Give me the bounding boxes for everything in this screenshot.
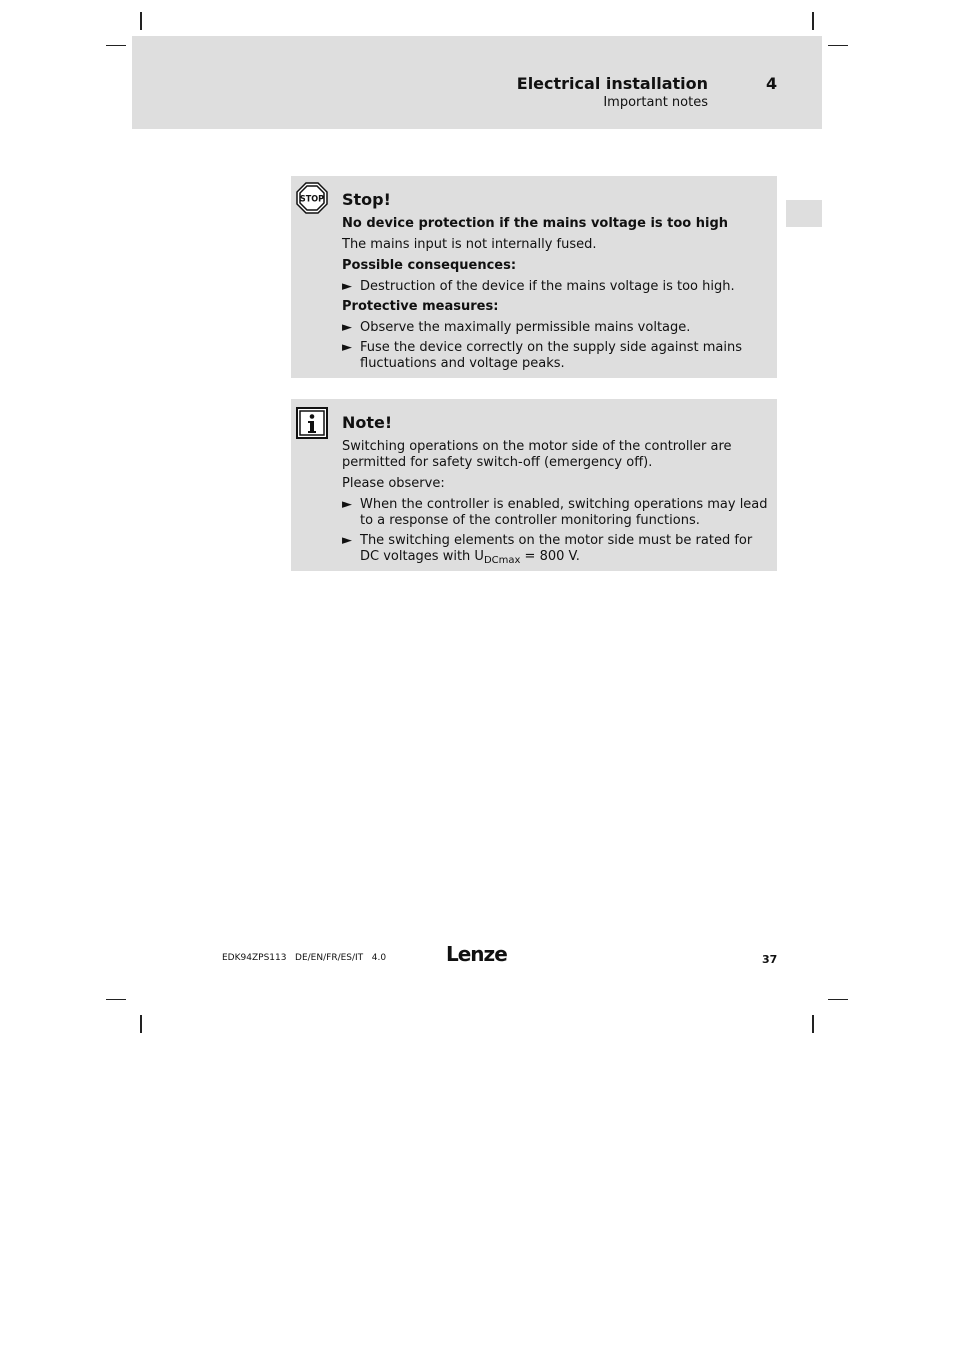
chapter-side-tab <box>786 200 822 227</box>
stop-sign-icon <box>296 182 328 218</box>
note-text: Switching operations on the motor side of the controller are permitted for safety switch-off (emergency off). <box>342 439 732 470</box>
stop-heading: Stop! <box>342 190 391 209</box>
stop-sign-text: STOP <box>299 194 325 205</box>
consequence-text: Destruction of the device if the mains voltage is too high. <box>360 279 735 294</box>
note-box <box>291 399 777 571</box>
observe-label: Please observe: <box>342 476 445 491</box>
voltage-subscript: DCmax <box>483 555 521 566</box>
info-icon <box>296 407 328 443</box>
crop-mark <box>812 1015 814 1033</box>
chapter-number: 4 <box>766 74 778 93</box>
bullet-text-pre: The switching elements on the motor side must be rated for DC voltages with U <box>360 533 753 564</box>
list-item <box>342 533 769 565</box>
stop-content <box>342 190 769 376</box>
note-content <box>342 413 769 569</box>
note-bullet-text: When the controller is enabled, switching operations may lead to a response of the controller monitoring functions. <box>360 497 768 528</box>
document-id: EDK94ZPS113 DE/EN/FR/ES/IT 4.0 <box>222 953 387 963</box>
list-item <box>342 497 769 529</box>
header-band <box>132 36 822 129</box>
bullet-arrow-icon: ► <box>342 279 352 294</box>
stop-subheading: No device protection if the mains voltage is too high <box>342 216 729 231</box>
bullet-arrow-icon: ► <box>342 320 352 335</box>
crop-mark <box>106 45 126 46</box>
note-bullet-text <box>360 533 752 564</box>
stop-text: The mains input is not internally fused. <box>342 237 597 252</box>
measure-text: Observe the maximally permissible mains voltage. <box>360 320 691 335</box>
list-item <box>342 279 769 295</box>
note-heading: Note! <box>342 413 393 432</box>
consequences-label: Possible consequences: <box>342 258 517 273</box>
crop-mark <box>828 999 848 1000</box>
bullet-arrow-icon: ► <box>342 340 352 355</box>
bullet-arrow-icon: ► <box>342 497 352 512</box>
stop-warning-box <box>291 176 777 378</box>
chapter-subtitle: Important notes <box>603 95 708 110</box>
crop-mark <box>828 45 848 46</box>
list-item <box>342 340 769 372</box>
lenze-logo: Lenze <box>446 942 507 966</box>
measure-text: Fuse the device correctly on the supply side against mains fluctuations and voltage peaks. <box>360 340 742 371</box>
crop-mark <box>140 1015 142 1033</box>
chapter-title: Electrical installation <box>516 74 708 93</box>
crop-mark <box>106 999 126 1000</box>
measures-label: Protective measures: <box>342 299 499 314</box>
list-item <box>342 320 769 336</box>
bullet-arrow-icon: ► <box>342 533 352 548</box>
page-number: 37 <box>762 953 778 966</box>
crop-mark <box>140 12 142 30</box>
bullet-text-post: = 800 V. <box>520 549 580 564</box>
crop-mark <box>812 12 814 30</box>
